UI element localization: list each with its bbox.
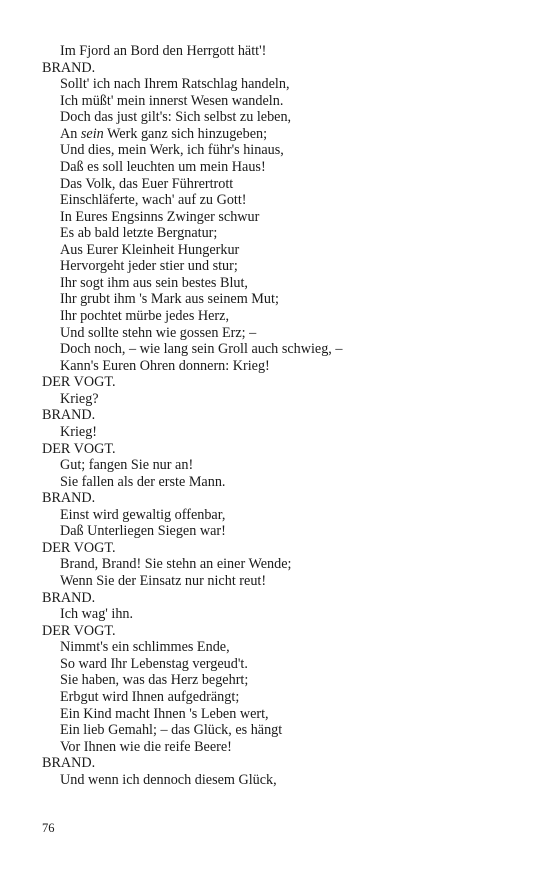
verse-line: Ich müßt' mein innerst Wesen wandeln. — [60, 92, 284, 109]
page-number: 76 — [42, 821, 55, 835]
verse-line: Aus Eurer Kleinheit Hungerkur — [60, 241, 240, 258]
verse-line: Und wenn ich dennoch diesem Glück, — [60, 771, 277, 788]
verse-line: Ihr pochtet mürbe jedes Herz, — [60, 308, 229, 324]
speaker-label: DER VOGT. — [42, 440, 116, 457]
verse-line: Im Fjord an Bord den Herrgott hätt'! — [60, 43, 267, 59]
verse-line: Einst wird gewaltig offenbar, — [60, 506, 226, 523]
emphasized-word: sein — [80, 125, 104, 142]
verse-line: Vor Ihnen wie die reife Beere! — [60, 738, 232, 755]
speaker-label: DER VOGT. — [42, 622, 116, 639]
verse-line: Krieg! — [60, 423, 98, 440]
verse-line: Doch noch, – wie lang sein Groll auch schwieg, – — [60, 341, 343, 358]
verse-line: Daß es soll leuchten um mein Haus! — [60, 158, 266, 175]
speaker-label: BRAND. — [42, 407, 96, 424]
verse-line: Doch das just gilt's: Sich selbst zu leben, — [60, 109, 292, 126]
text-column — [42, 43, 522, 788]
verse-line: Ein Kind macht Ihnen 's Leben wert, — [60, 705, 269, 722]
verse-line: Sie fallen als der erste Mann. — [60, 473, 226, 490]
verse-line: Das Volk, das Euer Führertrott — [60, 175, 234, 192]
verse-line: Ihr grubt ihm 's Mark aus seinem Mut; — [60, 291, 279, 308]
verse-line: Ich wag' ihn. — [60, 606, 134, 623]
verse-line: Und dies, mein Werk, ich führ's hinaus, — [60, 142, 284, 159]
speaker-label: BRAND. — [42, 589, 96, 606]
verse-line — [42, 126, 522, 143]
verse-text: An — [60, 125, 81, 142]
verse-line: In Eures Engsinns Zwinger schwur — [60, 208, 260, 225]
verse-line: Es ab bald letzte Bergnatur; — [60, 225, 218, 242]
verse-line: Erbgut wird Ihnen aufgedrängt; — [60, 688, 240, 705]
verse-line: Sollt' ich nach Ihrem Ratschlag handeln, — [60, 76, 290, 93]
verse-text: Werk ganz sich hinzugeben; — [103, 125, 268, 142]
verse-line: Kann's Euren Ohren donnern: Krieg! — [60, 357, 270, 374]
verse-line: Ein lieb Gemahl; – das Glück, es hängt — [60, 722, 283, 739]
speaker-label: BRAND. — [42, 755, 96, 772]
verse-line: So ward Ihr Lebenstag vergeud't. — [60, 655, 248, 672]
verse-line: Sie haben, was das Herz begehrt; — [60, 672, 249, 689]
verse-line: Krieg? — [60, 390, 99, 407]
speaker-label: DER VOGT. — [42, 539, 116, 556]
verse-line: Hervorgeht jeder stier und stur; — [60, 258, 238, 275]
speaker-label: BRAND. — [42, 490, 96, 507]
verse-line: Daß Unterliegen Siegen war! — [60, 523, 226, 540]
verse-line: Brand, Brand! Sie stehn an einer Wende; — [60, 556, 292, 573]
verse-line: Ihr sogt ihm aus sein bestes Blut, — [60, 274, 248, 291]
verse-line: Einschläferte, wach' auf zu Gott! — [60, 192, 247, 209]
speaker-label: DER VOGT. — [42, 374, 116, 391]
verse-line: Gut; fangen Sie nur an! — [60, 457, 194, 474]
verse-line: Nimmt's ein schlimmes Ende, — [60, 639, 230, 656]
verse-line: Und sollte stehn wie gossen Erz; – — [60, 324, 257, 341]
verse-line: Wenn Sie der Einsatz nur nicht reut! — [60, 573, 267, 589]
speaker-label: BRAND. — [42, 59, 96, 76]
